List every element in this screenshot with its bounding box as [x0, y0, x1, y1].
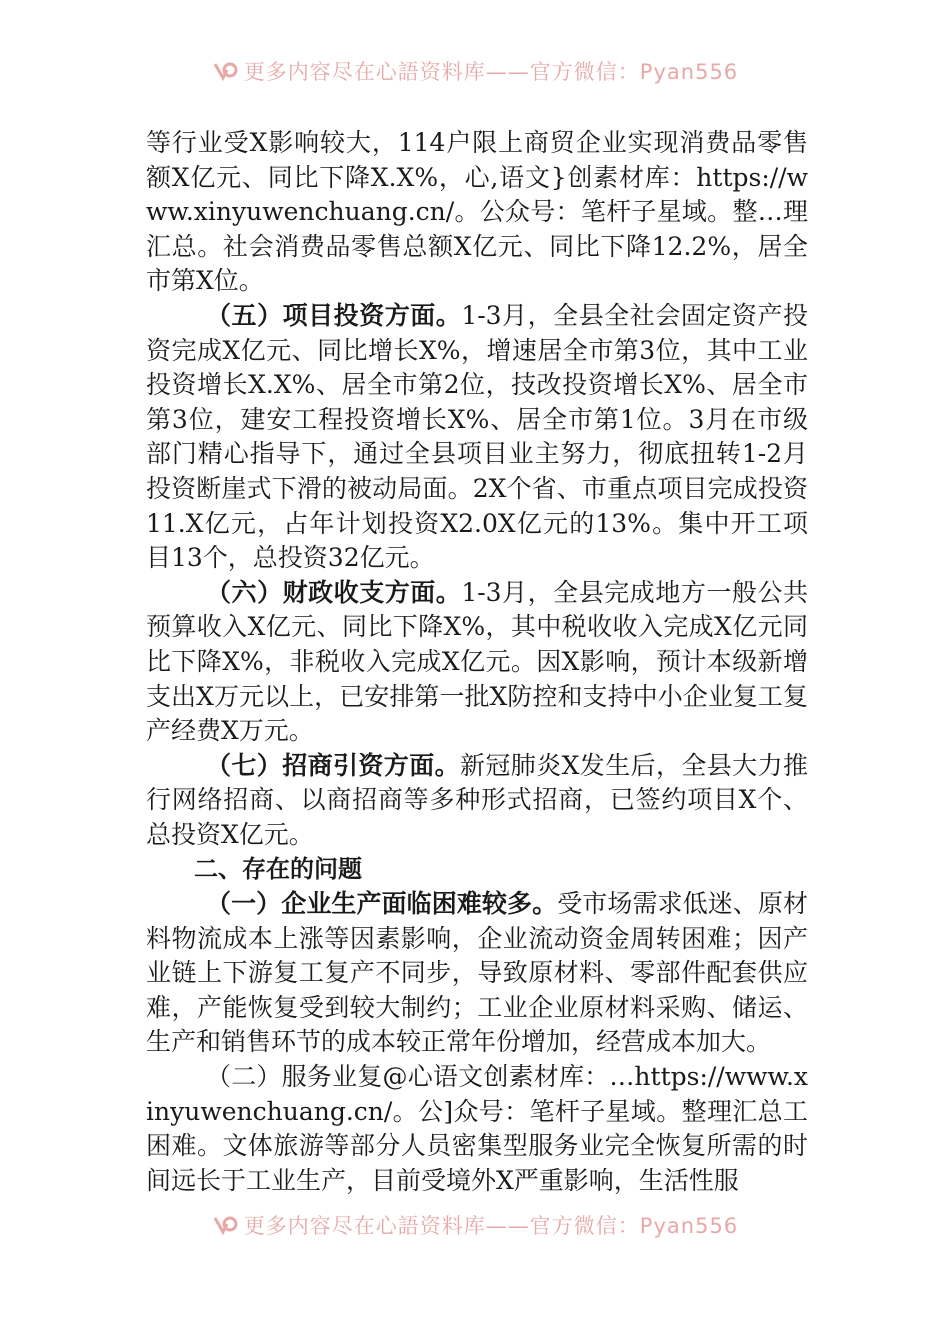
- section-heading: 二、存在的问题: [194, 855, 362, 884]
- paragraph-text: 等行业受X影响较大，114户限上商贸企业实现消费品零售额X亿元、同比下降X.X%，心,语文}创素材库：https://www.xinyuwenchuang.cn/。公众号：笔杆子星域。整…理汇总。社会消费品零售总额X亿元、同比下降12.2%，居全市第X位。: [146, 128, 809, 296]
- paragraph: [146, 887, 808, 1060]
- paragraph: [146, 1060, 808, 1198]
- watermark-banner-top: [0, 56, 950, 86]
- watermark-text: 更多内容尽在心語资料库——官方微信：Pyan556: [243, 1214, 739, 1238]
- paragraph-text: 1-3月，全县全社会固定资产投资完成X亿元、同比增长X%，增速居全市第3位，其中工业投资增长X.X%、居全市第2位，技改投资增长X%、居全市第3位，建安工程投资增长X%、居全市第1位。3月在市级部门精心指导下，通过全县项目业主努力，彻底扭转1-2月投资断崖式下滑的被动局面。2X个省、市重点项目完成投资11.X亿元，占年计划投资X2.0X亿元的13%。集中开工项目13个，总投资32亿元。: [146, 300, 808, 573]
- paragraph-text: 新冠肺炎X发生后，全县大力推行网络招商、以商招商等多种形式招商，已签约项目X个、总投资X亿元。: [146, 750, 808, 849]
- paragraph-lead: （六）财政收支方面。: [206, 577, 462, 607]
- brand-logo-icon: [212, 1214, 238, 1236]
- paragraph-lead: （七）招商引资方面。: [206, 750, 460, 780]
- brand-logo-icon: [212, 60, 238, 82]
- paragraph-text: （二）服务业复@心语文创素材库：…https://www.xinyuwenchuang.cn/。公]众号：笔杆子星域。整理汇总工困难。文体旅游等部分人员密集型服务业完全恢复所需的时间远长于工业生产，目前受境外X严重影响，生活性服: [146, 1062, 808, 1195]
- paragraph: [146, 299, 808, 576]
- paragraph-lead: （一）企业生产面临困难较多。: [206, 889, 558, 919]
- paragraph: [146, 126, 808, 299]
- watermark-banner-bottom: [0, 1210, 950, 1240]
- paragraph-text: 1-3月，全县完成地方一般公共预算收入X亿元、同比下降X%，其中税收收入完成X亿元同比下降X%，非税收入完成X亿元。因X影响，预计本级新增支出X万元以上，已安排第一批X防控和支持中小企业复工复产经费X万元。: [146, 577, 808, 746]
- watermark-text: 更多内容尽在心語资料库——官方微信：Pyan556: [243, 60, 739, 84]
- paragraph: [146, 576, 808, 749]
- document-body: [146, 126, 808, 1198]
- paragraph-text: 受市场需求低迷、原材料物流成本上涨等因素影响，企业流动资金周转困难；因产业链上下游复工复产不同步，导致原材料、零部件配套供应难，产能恢复受到较大制约；工业企业原材料采购、储运、生产和销售环节的成本较正常年份增加，经营成本加大。: [146, 889, 808, 1057]
- paragraph: [146, 749, 808, 853]
- paragraph-lead: （五）项目投资方面。: [206, 300, 462, 330]
